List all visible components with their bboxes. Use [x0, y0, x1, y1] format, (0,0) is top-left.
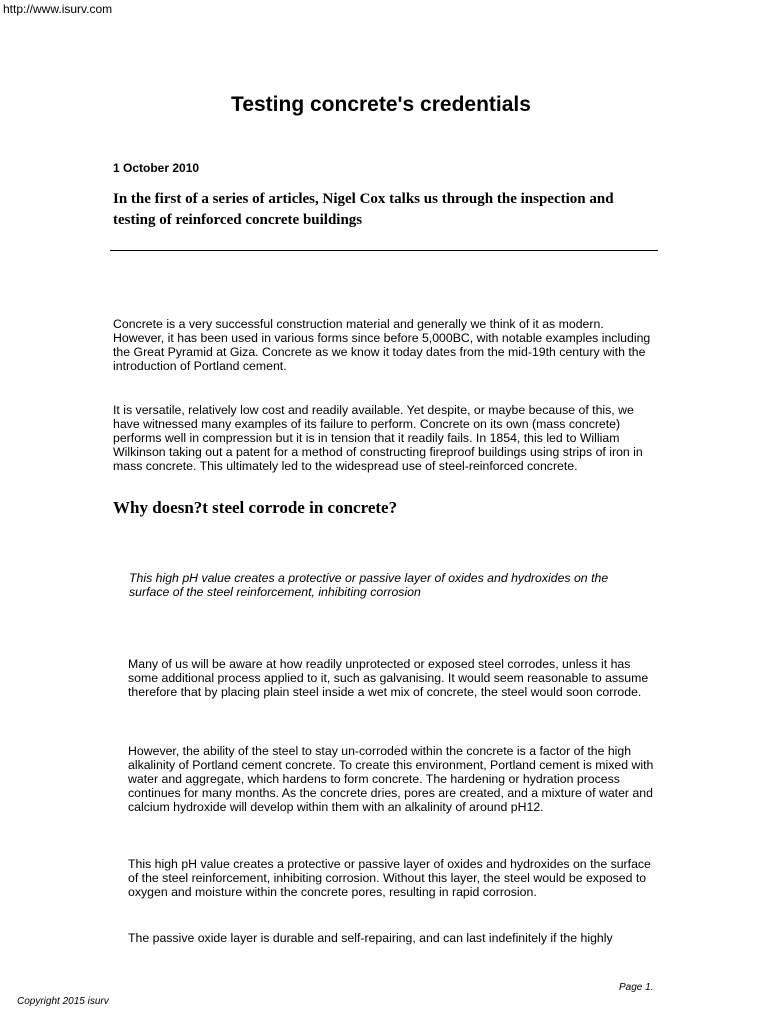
page-number: Page 1. [619, 982, 654, 993]
body-paragraph-3: Many of us will be aware at how readily unprotected or exposed steel corrodes, unless it has some additional process applied to it, such as galvanising. It would seem reasonable to assume therefore that by placing plain steel inside a wet mix of concrete, the steel would soon corrode. [128, 657, 649, 699]
body-paragraph-1: Concrete is a very successful construction material and generally we think of it as modern. However, it has been used in various forms since before 5,000BC, with notable examples including the Great Pyramid at Giza. Concrete as we know it today dates from the mid-19th century with the introduction of Portland cement. [113, 317, 651, 373]
article-title: Testing concrete's credentials [231, 93, 531, 116]
article-standfirst: In the first of a series of articles, Nigel Cox talks us through the inspection and testing of reinforced concrete buildings [113, 191, 614, 228]
body-paragraph-2: It is versatile, relatively low cost and readily available. Yet despite, or maybe because of this, we have witnessed many examples of its failure to perform. Concrete on its own (mass concrete) performs well in compression but it is in tension that it readily fails. In 1854, this led to William Wilkinson taking out a patent for a method of constructing fireproof buildings using strips of iron in mass concrete. This ultimately led to the widespread use of steel-reinforced concrete. [113, 403, 643, 473]
section-heading: Why doesn?t steel corrode in concrete? [113, 498, 398, 517]
body-paragraph-5: This high pH value creates a protective or passive layer of oxides and hydroxides on the surface of the steel reinforcement, inhibiting corrosion. Without this layer, the steel would be exposed to oxygen and moisture within the concrete pores, resulting in rapid corrosion. [128, 857, 651, 899]
article-date: 1 October 2010 [113, 161, 200, 175]
body-paragraph-4: However, the ability of the steel to stay un-corroded within the concrete is a factor of the high alkalinity of Portland cement concrete. To create this environment, Portland cement is mixed with water and aggregate, which hardens to form concrete. The hardening or hydration process continues for many months. As the concrete dries, pores are created, and a mixture of water and calcium hydroxide will develop within them with an alkalinity of around pH12. [128, 744, 654, 814]
divider [110, 250, 658, 251]
pull-quote: This high pH value creates a protective or passive layer of oxides and hydroxides on the surface of the steel reinforcement, inhibiting corrosion [129, 571, 609, 599]
body-paragraph-6: The passive oxide layer is durable and self-repairing, and can last indefinitely if the highly [128, 931, 613, 945]
copyright-notice: Copyright 2015 isurv [17, 996, 109, 1007]
source-url: http://www.isurv.com [3, 2, 113, 16]
